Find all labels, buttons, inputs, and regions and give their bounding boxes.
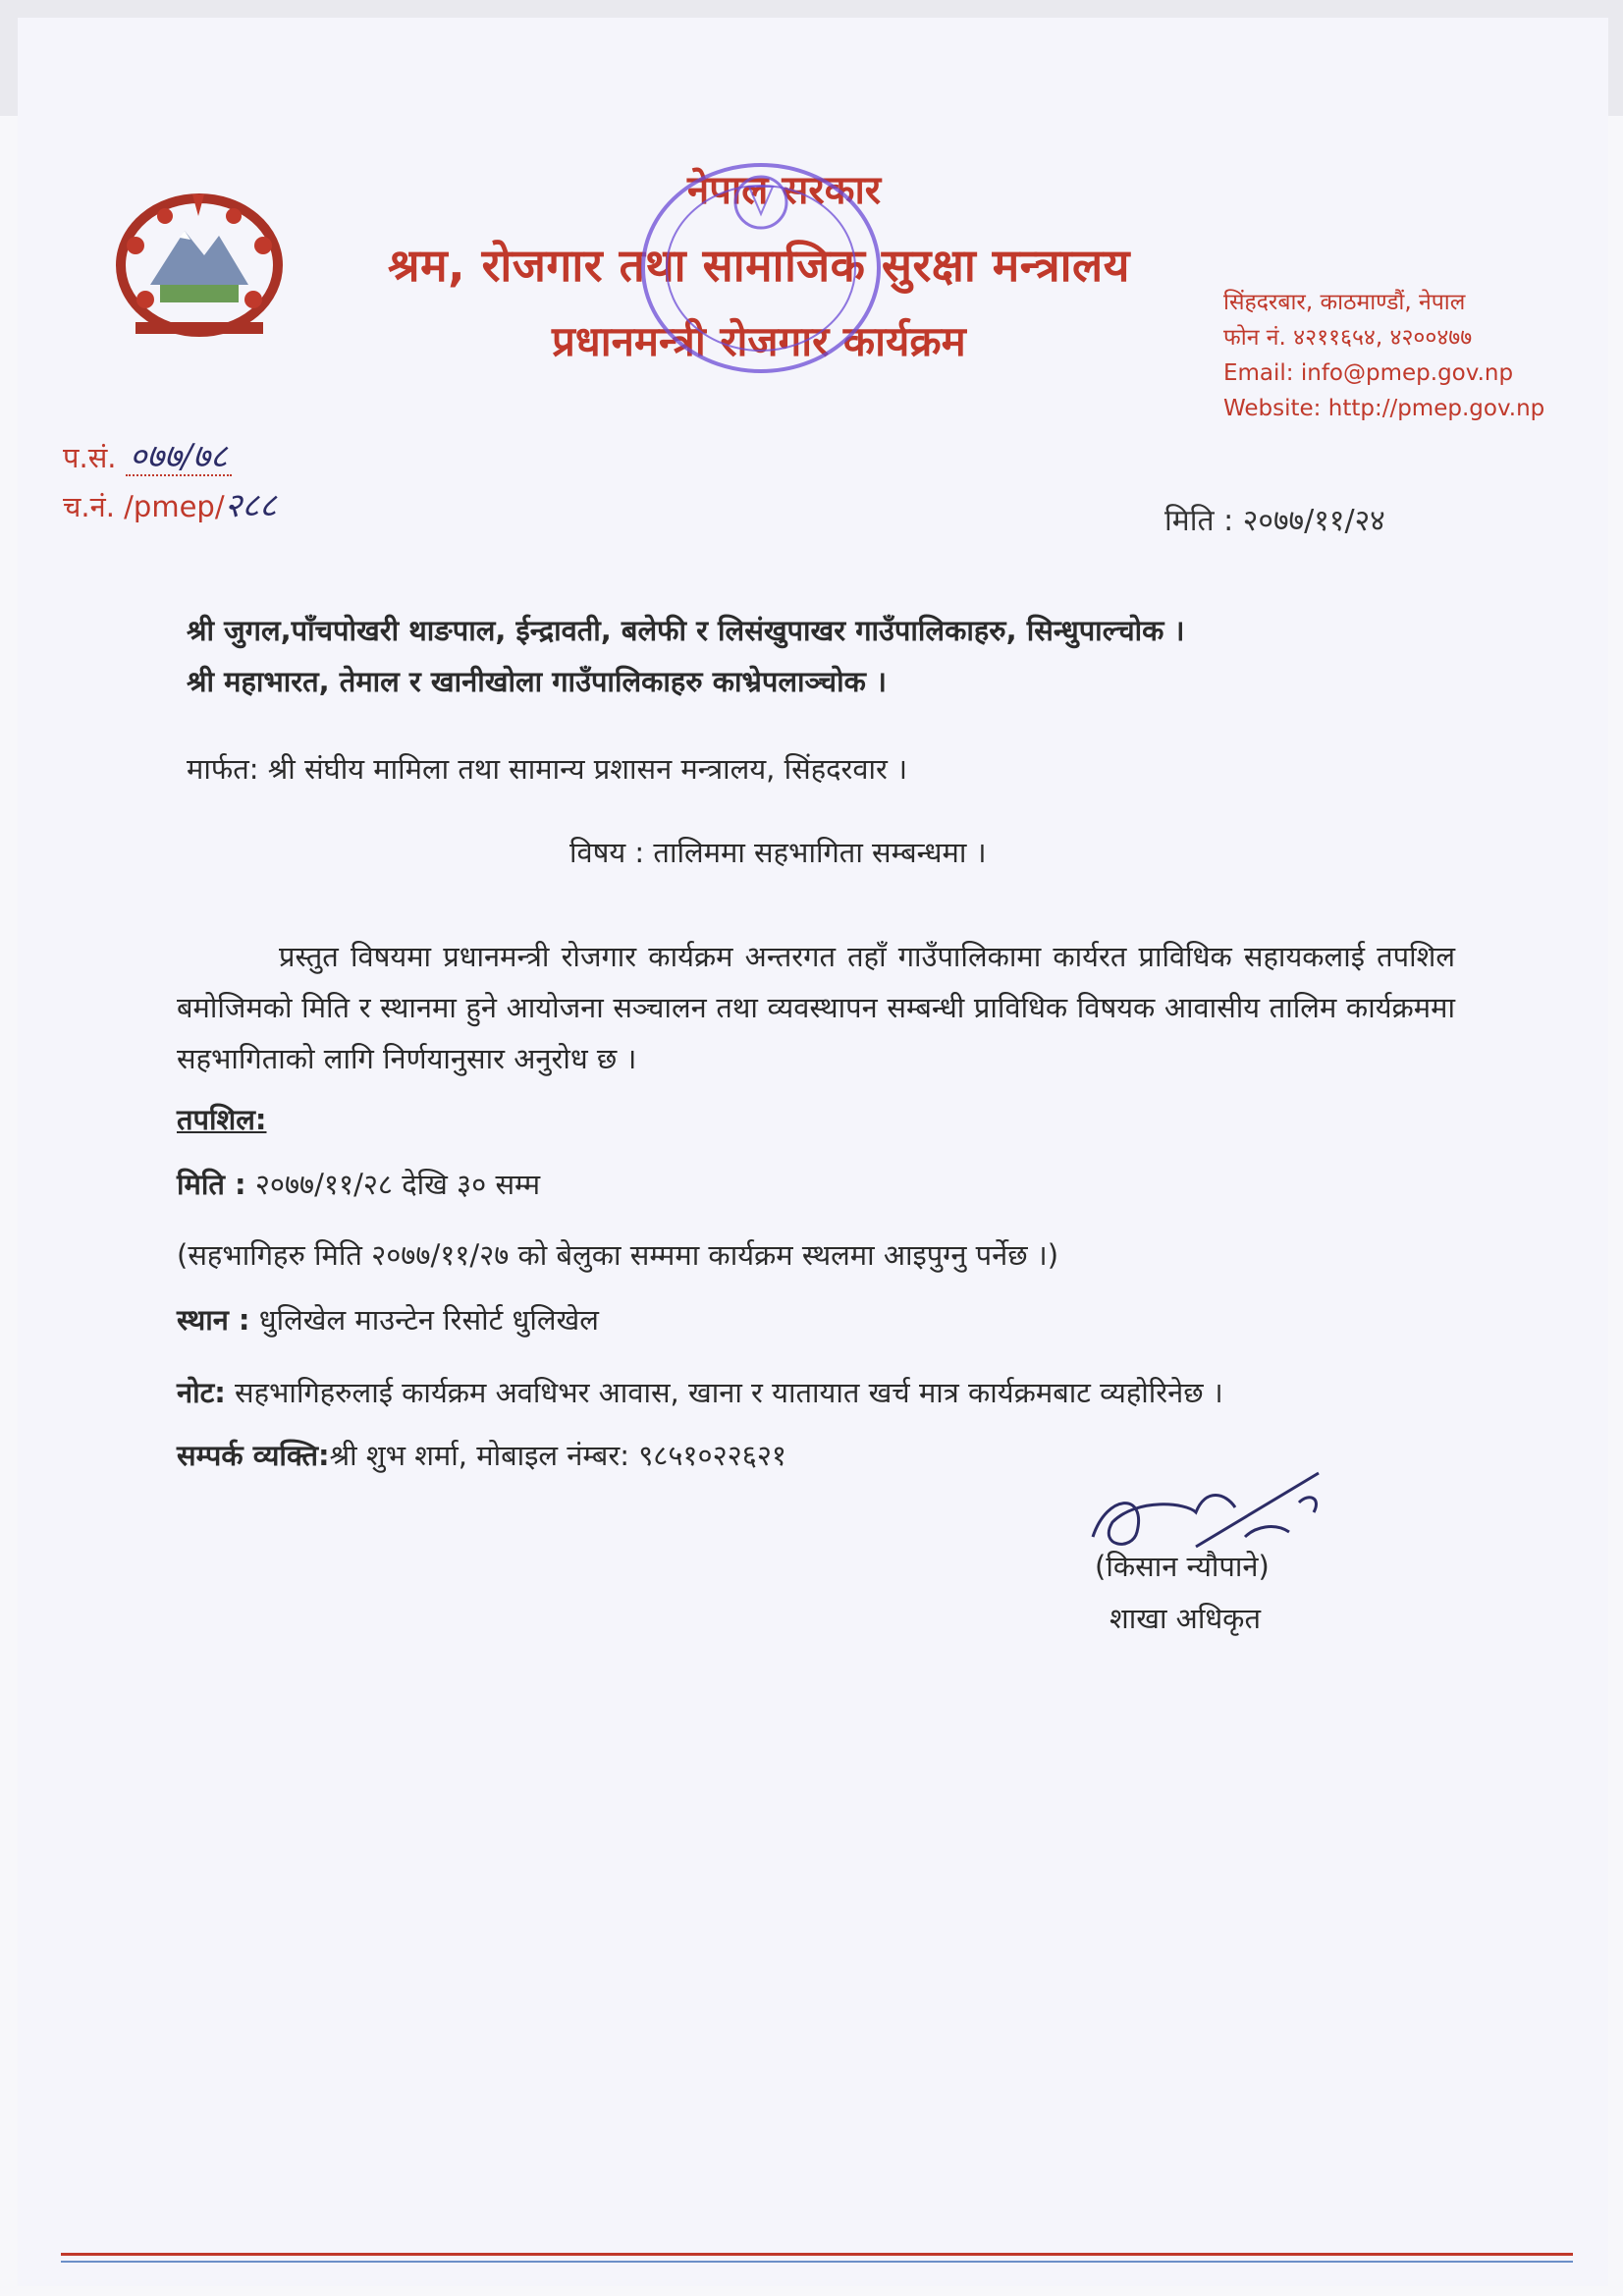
government-emblem-icon [106, 177, 293, 344]
details-date-value: २०७७/११/२८ देखि ३० सम्म [254, 1168, 541, 1201]
contact-email: Email: info@pmep.gov.np [1223, 360, 1514, 386]
details-note [177, 1373, 1223, 1411]
venue-value: धुलिखेल माउन्टेन रिसोर्ट धुलिखेल [258, 1303, 599, 1337]
contact-website: Website: http://pmep.gov.np [1223, 396, 1545, 421]
ministry-title: श्रम, रोजगार तथा सामाजिक सुरक्षा मन्त्रालय [388, 239, 1130, 292]
contact-block [1223, 285, 1544, 426]
venue-label: स्थान : [177, 1303, 250, 1337]
recipient-line-2: श्री महाभारत, तेमाल र खानीखोला गाउँपालिकाहरु काभ्रेपलाञ्चोक । [187, 665, 887, 698]
contact-person-value: श्री शुभ शर्मा, मोबाइल नंम्बर: ९८५१०२२६२१ [329, 1439, 786, 1472]
program-title: प्रधानमन्त्री रोजगार कार्यक्रम [552, 317, 966, 365]
details-date-label: मिति : [177, 1168, 246, 1201]
footer-rule-blue [61, 2261, 1573, 2263]
note-label: नोट: [177, 1376, 226, 1409]
letter-number [63, 432, 232, 477]
via-line: मार्फत: श्री संघीय मामिला तथा सामान्य प्रशासन मन्त्रालय, सिंहदरवार । [187, 752, 908, 786]
footer-rule-red [61, 2253, 1573, 2256]
government-title: नेपाल सरकार [687, 168, 882, 213]
details-venue [177, 1300, 599, 1339]
cn-value: २८८ [224, 486, 277, 525]
contact-address: सिंहदरबार, काठमाण्डौं, नेपाल [1223, 290, 1466, 315]
arrival-note: (सहभागिहरु मिति २०७७/११/२७ को बेलुका सम्ममा कार्यक्रम स्थलमा आइपुग्नु पर्नेछ ।) [177, 1238, 1059, 1272]
ps-value: ०७७/७८ [129, 437, 228, 476]
official-stamp-icon [619, 145, 903, 391]
details-heading: तपशिल: [177, 1103, 267, 1136]
note-value: सहभागिहरुलाई कार्यक्रम अवधिभर आवास, खाना र यातायात खर्च मात्र कार्यक्रमबाट व्यहोरिनेछ । [235, 1376, 1223, 1409]
details-date [177, 1165, 540, 1203]
dispatch-number [63, 481, 277, 526]
ps-label: प.सं. [63, 441, 117, 474]
details-contact [177, 1436, 786, 1474]
recipient-line-1: श्री जुगल,पाँचपोखरी थाङपाल, ईन्द्रावती, बलेफी र लिसंखुपाखर गाउँपालिकाहरु, सिन्धुपाल्चोक । [187, 614, 1185, 647]
cn-label: च.नं. /pmep/ [63, 490, 225, 523]
signatory-title: शाखा अधिकृत [1109, 1602, 1261, 1635]
letter-date: मिति : २०७७/११/२४ [1164, 504, 1385, 538]
body-paragraph: प्रस्तुत विषयमा प्रधानमन्त्री रोजगार कार्यक्रम अन्तरगत तहाँ गाउँपालिकामा कार्यरत प्राविधिक सहायकलाई तपशिल बमोजिमको मिति र स्थानमा हुने आयोजना सञ्चालन तथा व्यवस्थापन सम्बन्धी प्राविधिक विषयक आवासीय तालिम कार्यक्रममा सहभागिताको लागि निर्णयानुसार अनुरोध छ । [177, 940, 1455, 1075]
subject-line: विषय : तालिममा सहभागिता सम्बन्धमा । [569, 836, 987, 869]
contact-phone: फोन नं. ४२११६५४, ४२००४७७ [1223, 325, 1473, 351]
contact-person-label: सम्पर्क व्यक्ति: [177, 1439, 330, 1472]
signatory-name: (किसान न्यौपाने) [1095, 1550, 1270, 1583]
